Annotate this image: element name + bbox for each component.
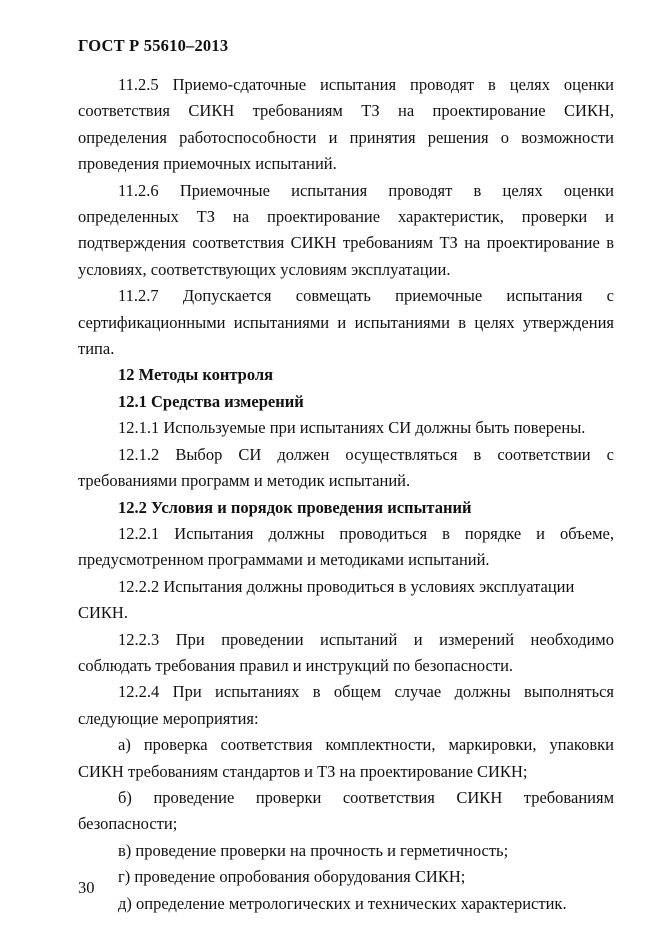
subsection-heading-12-1: [78, 389, 614, 415]
paragraph-11-2-7: [78, 283, 614, 362]
clause-number: 12.2.4: [118, 682, 160, 702]
list-item-text: проведение проверки соответствия СИКН требованиям безопасности;: [78, 787, 615, 834]
list-item-text: определение метрологических и технических характеристик.: [136, 893, 567, 913]
paragraph-12-1-1: [78, 415, 614, 441]
paragraph-12-1-2: [78, 442, 614, 495]
list-marker: д): [118, 893, 132, 913]
paragraph-12-2-2: [78, 574, 614, 627]
list-item-g: [78, 864, 614, 890]
clause-text: Приемо-сдаточные испытания проводят в целях оценки соответствия СИКН требованиям ТЗ на проектирование СИКН, определения работоспособности и принятия решения о возможности проведения приемочных испытаний.: [78, 75, 615, 174]
section-title: Методы контроля: [138, 365, 274, 385]
document-code-header: ГОСТ Р 55610–2013: [78, 36, 229, 55]
paragraph-11-2-5: [78, 72, 614, 178]
clause-number: 12.2.1: [118, 523, 160, 543]
clause-number: 12.1.2: [118, 444, 160, 464]
subsection-heading-12-2: [78, 495, 614, 521]
clause-text: При испытаниях в общем случае должны выполняться следующие мероприятия:: [78, 682, 615, 728]
list-marker: б): [118, 787, 132, 807]
section-number: 12: [118, 365, 135, 385]
section-title: Средства измерений: [151, 391, 304, 411]
list-item-text: проверка соответствия комплектности, маркировки, упаковки СИКН требованиям стандартов и ТЗ на проектирование СИКН;: [78, 735, 614, 781]
clause-number: 12.2.3: [118, 629, 160, 649]
list-item-d: [78, 891, 614, 917]
clause-text: Допускается совмещать приемочные испытания с сертификационными испытаниями и испытаниями в целях утверждения типа.: [78, 286, 615, 359]
list-marker: а): [118, 735, 131, 755]
section-number: 12.2: [118, 497, 147, 517]
list-marker: в): [118, 840, 132, 860]
paragraph-11-2-6: [78, 178, 614, 284]
list-item-v: [78, 838, 614, 864]
section-heading-12: [78, 362, 614, 388]
clause-text: При проведении испытаний и измерений необходимо соблюдать требования правил и инструкций по безопасности.: [78, 629, 615, 675]
section-title: Условия и порядок проведения испытаний: [151, 497, 472, 517]
clause-text: Испытания должны проводиться в условиях эксплуатации СИКН.: [78, 576, 575, 623]
clause-text: Испытания должны проводиться в порядке и объеме, предусмотренном программами и методиками испытаний.: [78, 523, 615, 570]
clause-text: Используемые при испытаниях СИ должны быть поверены.: [163, 418, 586, 438]
paragraph-12-2-1: [78, 521, 614, 574]
paragraph-12-2-3: [78, 627, 614, 680]
page-body: [78, 72, 614, 917]
clause-number: 11.2.7: [118, 286, 159, 306]
clause-number: 11.2.6: [118, 180, 159, 200]
clause-number: 12.1.1: [118, 418, 160, 438]
clause-number: 11.2.5: [118, 75, 159, 94]
list-marker: г): [118, 867, 131, 887]
list-item-text: проведение проверки на прочность и герметичность;: [135, 840, 509, 860]
clause-text: Приемочные испытания проводят в целях оценки определенных ТЗ на проектирование характеристик, проверки и подтверждения соответствия СИКН требованиям ТЗ на проектирование в условиях, соответствующих условиям эксплуатации.: [78, 180, 614, 279]
section-number: 12.1: [118, 391, 147, 411]
list-item-a: [78, 732, 614, 785]
page-number: 30: [78, 878, 95, 897]
list-item-text: проведение опробования оборудования СИКН;: [134, 867, 466, 887]
paragraph-12-2-4: [78, 679, 614, 732]
list-item-b: [78, 785, 614, 838]
clause-number: 12.2.2: [118, 576, 160, 596]
clause-text: Выбор СИ должен осуществляться в соответствии с требованиями программ и методик испытаний.: [78, 444, 615, 491]
